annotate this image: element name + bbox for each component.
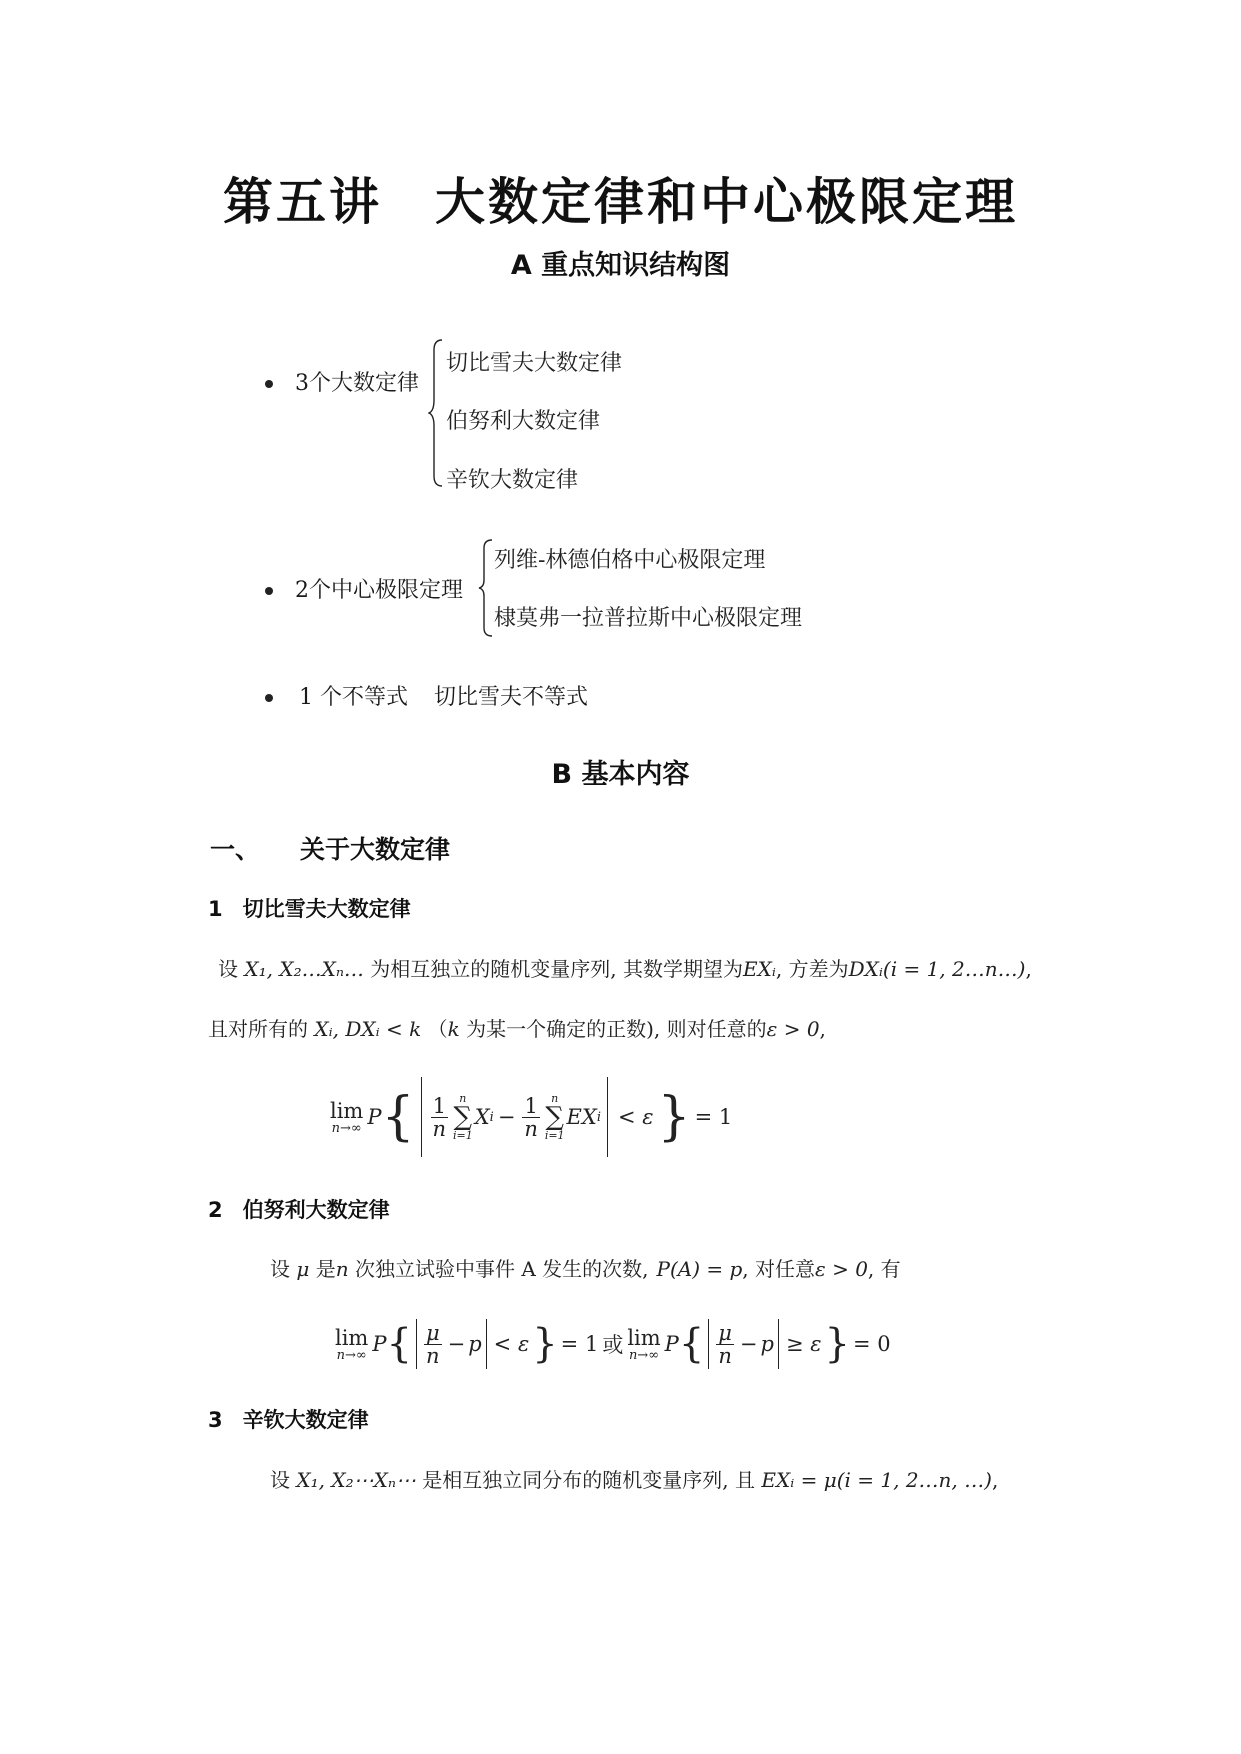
group-1-item: 伯努利大数定律	[446, 409, 601, 434]
bernoulli-formula: lim n→∞ P { $\frac{\mu}{n}$ − p < ε } = 1 或 lim n→∞ P { $\frac{\mu}{n}$ − p ≥ ε } = 0	[335, 1320, 891, 1368]
section-b-heading: B 基本内容	[551, 759, 690, 790]
math-sequence: X₁, X₂⋯Xₙ⋯	[296, 1468, 416, 1492]
law-1-heading	[208, 893, 411, 923]
math-n: n	[335, 1257, 349, 1281]
text-fragment: 设	[270, 1468, 290, 1492]
group-2-label: 2个中心极限定理	[295, 578, 463, 603]
page-title: 第五讲 大数定律和中心极限定理	[223, 173, 1018, 231]
sum-operator: n ∑ i=1	[544, 1092, 565, 1142]
text-fragment: ,	[991, 1468, 999, 1492]
law-2-heading	[208, 1194, 390, 1224]
group-1-item: 辛钦大数定律	[446, 468, 579, 493]
math-sequence: X₁, X₂…Xₙ…	[244, 957, 364, 981]
group-3-label: 1 个不等式	[299, 685, 408, 710]
law-2-title: 伯努利大数定律	[242, 1198, 390, 1222]
lim-operator: lim n→∞	[335, 1326, 369, 1363]
text-fragment: （	[427, 1017, 448, 1041]
text-fragment: 为某一个确定的正数), 则对任意的	[466, 1017, 767, 1041]
math-variance: DXᵢ	[848, 957, 883, 981]
group-1-label: 3个大数定律	[295, 371, 419, 396]
brace-group-1	[428, 338, 446, 488]
math-k: k	[447, 1017, 460, 1041]
text-fragment: 次独立试验中事件 A 发生的次数,	[354, 1257, 649, 1281]
text-fragment: ,	[819, 1017, 826, 1041]
law-3-line	[270, 1464, 998, 1493]
math-condition: Xᵢ, DXᵢ < k	[314, 1017, 422, 1041]
formula-rhs: = 0	[852, 1332, 891, 1356]
bullet-group-3	[265, 680, 588, 711]
text-fragment: , 有	[867, 1257, 901, 1281]
formula-rhs: = 1	[694, 1105, 733, 1129]
math-probability: P(A) = p	[656, 1257, 743, 1281]
bullet-dot	[265, 587, 273, 595]
bullet-group-2	[265, 573, 463, 604]
formula-or: 或	[602, 1333, 624, 1357]
group-3-item: 切比雪夫不等式	[434, 685, 589, 710]
law-1-line-2	[208, 1013, 826, 1042]
text-fragment: ,	[1025, 957, 1032, 981]
text-fragment: 设	[218, 957, 238, 981]
bullet-dot	[265, 380, 273, 388]
formula-rhs: = 1	[560, 1332, 599, 1356]
text-fragment: , 方差为	[775, 957, 849, 981]
text-fragment: , 对任意	[742, 1257, 815, 1281]
bullet-group-1	[265, 366, 419, 397]
math-epsilon: ε > 0	[814, 1257, 868, 1281]
group-1-item: 切比雪夫大数定律	[446, 351, 623, 376]
part-1-number: 一、	[210, 835, 261, 864]
text-fragment: 且对所有的	[208, 1017, 308, 1041]
law-2-line	[270, 1253, 901, 1282]
math-expectation: EXᵢ = μ(i = 1, 2…n, …)	[761, 1468, 992, 1492]
math-index-range: (i = 1, 2…n…)	[882, 957, 1026, 981]
law-3-number: 3	[208, 1408, 223, 1432]
text-fragment: 是相互独立同分布的随机变量序列, 且	[422, 1468, 756, 1492]
law-1-number: 1	[208, 897, 223, 921]
group-2-item: 列维-林德伯格中心极限定理	[494, 548, 766, 573]
law-3-title: 辛钦大数定律	[242, 1408, 369, 1432]
sum-operator: n ∑ i=1	[452, 1092, 473, 1142]
law-1-title: 切比雪夫大数定律	[242, 897, 411, 921]
group-2-item: 棣莫弗一拉普拉斯中心极限定理	[494, 606, 803, 631]
bullet-dot	[265, 694, 273, 702]
math-mu: μ	[296, 1257, 310, 1281]
text-fragment: 为相互独立的随机变量序列, 其数学期望为	[370, 957, 744, 981]
text-fragment: 是	[315, 1257, 336, 1281]
chebyshev-formula: lim n→∞ P { $\frac{1}{n}$ n ∑ i=1 X i − $\frac{1}{n}$ n ∑ i=1 EX i < ε } = 1	[330, 1067, 732, 1167]
section-a-heading: A 重点知识结构图	[510, 250, 731, 281]
text-fragment: 设	[270, 1257, 290, 1281]
lim-operator: lim n→∞	[330, 1099, 364, 1136]
part-1-heading	[210, 830, 450, 866]
math-epsilon: ε > 0	[766, 1017, 820, 1041]
part-1-title: 关于大数定律	[300, 835, 451, 864]
law-2-number: 2	[208, 1198, 223, 1222]
math-expectation: EXᵢ	[743, 957, 776, 981]
law-1-line-1	[218, 953, 1032, 982]
lim-operator: lim n→∞	[627, 1326, 661, 1363]
law-3-heading	[208, 1404, 369, 1434]
